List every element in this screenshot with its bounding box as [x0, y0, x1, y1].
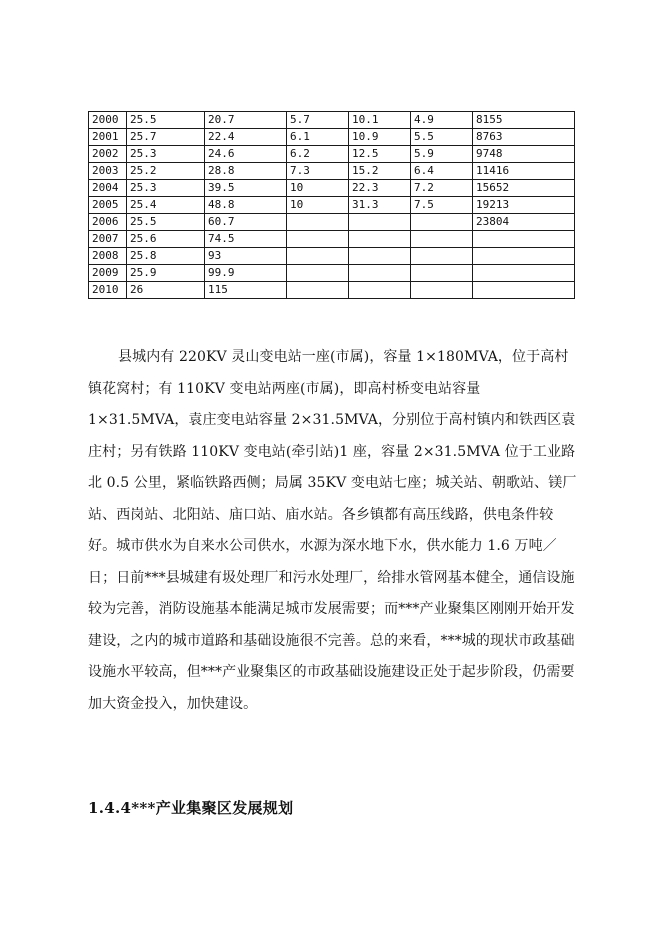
table-cell: 99.9	[205, 265, 287, 282]
table-cell: 25.2	[127, 163, 205, 180]
table-cell: 2002	[89, 146, 127, 163]
section-heading: 1.4.4***产业集聚区发展规划	[88, 799, 294, 817]
table-cell: 5.5	[411, 129, 473, 146]
table-cell	[349, 214, 411, 231]
table-cell	[287, 231, 349, 248]
table-cell: 4.9	[411, 112, 473, 129]
table-cell	[349, 231, 411, 248]
table-cell: 19213	[473, 197, 575, 214]
table-cell: 60.7	[205, 214, 287, 231]
table-cell: 2003	[89, 163, 127, 180]
table-cell	[349, 265, 411, 282]
table-cell: 6.4	[411, 163, 473, 180]
table-row	[89, 197, 575, 214]
table-cell	[473, 265, 575, 282]
table-cell: 39.5	[205, 180, 287, 197]
table-cell: 31.3	[349, 197, 411, 214]
table-cell: 10	[287, 197, 349, 214]
table-cell	[287, 282, 349, 299]
table-cell: 2004	[89, 180, 127, 197]
table-cell: 22.4	[205, 129, 287, 146]
table-cell: 5.9	[411, 146, 473, 163]
table-cell: 2001	[89, 129, 127, 146]
table-row	[89, 180, 575, 197]
table-cell	[473, 248, 575, 265]
table-row	[89, 163, 575, 180]
table-row	[89, 248, 575, 265]
table-cell: 10.9	[349, 129, 411, 146]
table-cell: 10.1	[349, 112, 411, 129]
table-row	[89, 265, 575, 282]
table-cell: 10	[287, 180, 349, 197]
statistics-table	[88, 111, 575, 299]
table-body	[89, 112, 575, 299]
table-cell: 25.8	[127, 248, 205, 265]
table-cell: 25.4	[127, 197, 205, 214]
table-cell: 5.7	[287, 112, 349, 129]
table-cell: 15.2	[349, 163, 411, 180]
table-cell	[411, 231, 473, 248]
table-cell: 11416	[473, 163, 575, 180]
table-cell: 2008	[89, 248, 127, 265]
table-cell	[411, 248, 473, 265]
table-cell: 2007	[89, 231, 127, 248]
table-cell: 8155	[473, 112, 575, 129]
infrastructure-paragraph: 县城内有 220KV 灵山变电站一座(市属)，容量 1×180MVA，位于高村镇花窝村；有 110KV 变电站两座(市属)，即高村桥变电站容量 1×31.5MVA，袁庄变电站容量 2×31.5MVA，分别位于高村镇内和铁西区袁庄村；另有铁路 110KV 变电站(牵引站)1 座，容量 2×31.5MVA 位于工业路北 0.5 公里，紧临铁路西侧；局属 35KV 变电站七座；城关站、朝歌站、镁厂站、西岗站、北阳站、庙口站、庙水站。各乡镇都有高压线路，供电条件较好。城市供水为自来水公司供水，水源为深水地下水，供水能力 1.6 万吨／日；日前***县城建有圾处理厂和污水处理厂，给排水管网基本健全，通信设施较为完善，消防设施基本能满足城市发展需要；而***产业聚集区刚刚开始开发建设，之内的城市道路和基础设施很不完善。总的来看，***城的现状市政基础设施水平较高，但***产业聚集区的市政基础设施建设正处于起步阶段，仍需要加大资金投入，加快建设。	[88, 349, 577, 712]
table-cell	[473, 282, 575, 299]
table-cell: 20.7	[205, 112, 287, 129]
table-cell: 15652	[473, 180, 575, 197]
table-cell	[287, 248, 349, 265]
table-cell: 115	[205, 282, 287, 299]
table-cell: 2005	[89, 197, 127, 214]
table-cell: 12.5	[349, 146, 411, 163]
table-cell: 2000	[89, 112, 127, 129]
table-cell: 25.6	[127, 231, 205, 248]
table-cell: 74.5	[205, 231, 287, 248]
table-cell: 6.2	[287, 146, 349, 163]
table-cell: 22.3	[349, 180, 411, 197]
table-row	[89, 214, 575, 231]
table-cell: 6.1	[287, 129, 349, 146]
table-cell: 25.9	[127, 265, 205, 282]
table-cell: 25.3	[127, 146, 205, 163]
table-cell: 7.5	[411, 197, 473, 214]
table-cell	[473, 231, 575, 248]
table-cell: 25.5	[127, 112, 205, 129]
table-cell	[349, 282, 411, 299]
table-row	[89, 112, 575, 129]
table-cell: 25.5	[127, 214, 205, 231]
table-cell: 7.2	[411, 180, 473, 197]
table-row	[89, 146, 575, 163]
table-cell: 25.7	[127, 129, 205, 146]
table-cell: 93	[205, 248, 287, 265]
table-cell: 2006	[89, 214, 127, 231]
table-row	[89, 231, 575, 248]
table-cell: 8763	[473, 129, 575, 146]
table-cell	[287, 265, 349, 282]
table-cell: 28.8	[205, 163, 287, 180]
table-cell: 48.8	[205, 197, 287, 214]
table-cell	[411, 282, 473, 299]
table-cell: 9748	[473, 146, 575, 163]
table-cell: 2009	[89, 265, 127, 282]
table-cell: 2010	[89, 282, 127, 299]
table-cell: 25.3	[127, 180, 205, 197]
table-cell: 23804	[473, 214, 575, 231]
table-cell	[411, 265, 473, 282]
table-cell	[287, 214, 349, 231]
table-cell	[411, 214, 473, 231]
table-row	[89, 129, 575, 146]
table-cell: 24.6	[205, 146, 287, 163]
table-cell	[349, 248, 411, 265]
table-row	[89, 282, 575, 299]
table-cell: 7.3	[287, 163, 349, 180]
table-cell: 26	[127, 282, 205, 299]
